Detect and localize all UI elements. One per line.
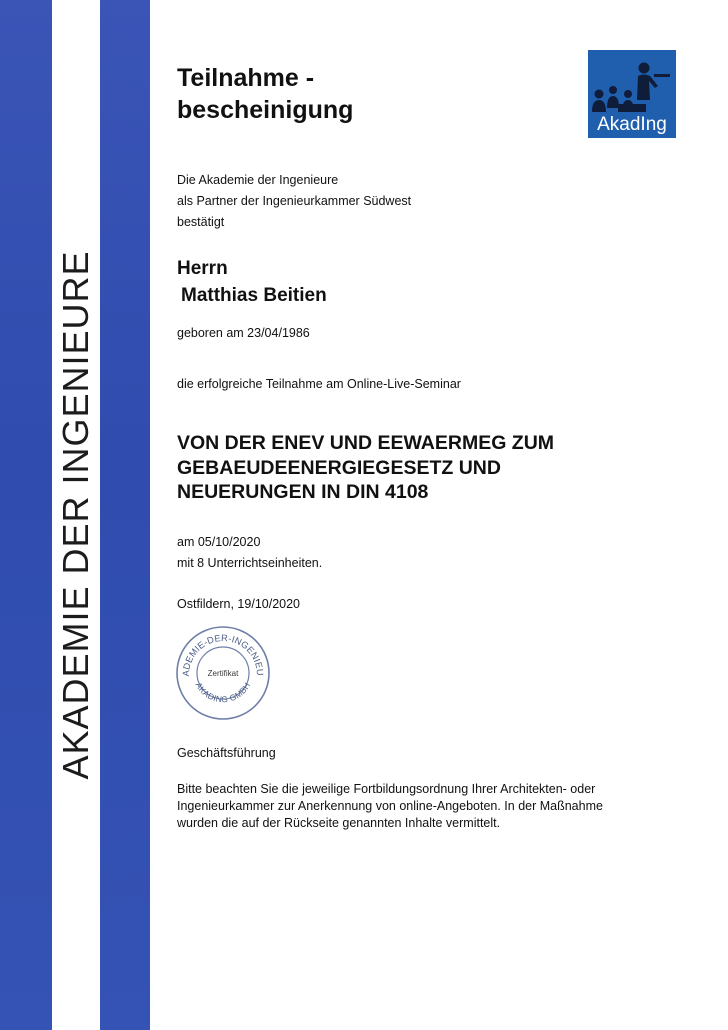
svg-text:AKADING GMBH xyxy=(194,680,253,704)
birth-date: geboren am 23/04/1986 xyxy=(177,326,310,340)
signatory: Geschäftsführung xyxy=(177,746,276,760)
vertical-academy-name: AKADEMIE DER INGENIEURE xyxy=(55,250,96,780)
participant-name: Matthias Beitien xyxy=(181,285,327,306)
intro-text xyxy=(177,170,577,233)
left-blue-band xyxy=(0,0,52,1030)
place-and-date: Ostfildern, 19/10/2020 xyxy=(177,597,300,611)
intro-line-1: Die Akademie der Ingenieure xyxy=(177,173,339,187)
title-line-2: bescheinigung xyxy=(177,96,354,124)
intro-line-2: als Partner der Ingenieurkammer Südwest xyxy=(177,194,412,208)
seminar-title: VON DER ENEV UND EEWAERMEG ZUM GEBAEUDEENERGIEGESETZ UND NEUERUNGEN IN DIN 4108 xyxy=(177,432,555,503)
title-line-1: Teilnahme - xyxy=(177,64,315,92)
teaching-units: mit 8 Unterrichtseinheiten. xyxy=(177,556,323,570)
right-blue-band xyxy=(100,0,150,1030)
certificate-title xyxy=(177,62,477,126)
stamp-top-text: ADEMIE-DER-INGENIEU xyxy=(180,632,266,677)
certificate-stamp xyxy=(173,623,273,723)
logo-label: AkadIng xyxy=(597,114,667,135)
intro-line-3: bestätigt xyxy=(177,215,225,229)
salutation: Herrn xyxy=(177,258,228,279)
akading-logo xyxy=(588,50,676,138)
recognition-notice: Bitte beachten Sie die jeweilige Fortbildungsordnung Ihrer Architekten- oder Ingenieurkammer zur Anerkennung von online-Angeboten. In der Maßnahme wurden die auf der Rückseite genannten Inhalte vermittelt. xyxy=(177,782,603,830)
confirmation-text: die erfolgreiche Teilnahme am Online-Live-Seminar xyxy=(177,377,461,391)
seminar-date: am 05/10/2020 xyxy=(177,535,261,549)
stamp-bottom-text: AKADING GMBH xyxy=(193,680,253,705)
stamp-center-text: Zertifikat xyxy=(207,669,239,678)
